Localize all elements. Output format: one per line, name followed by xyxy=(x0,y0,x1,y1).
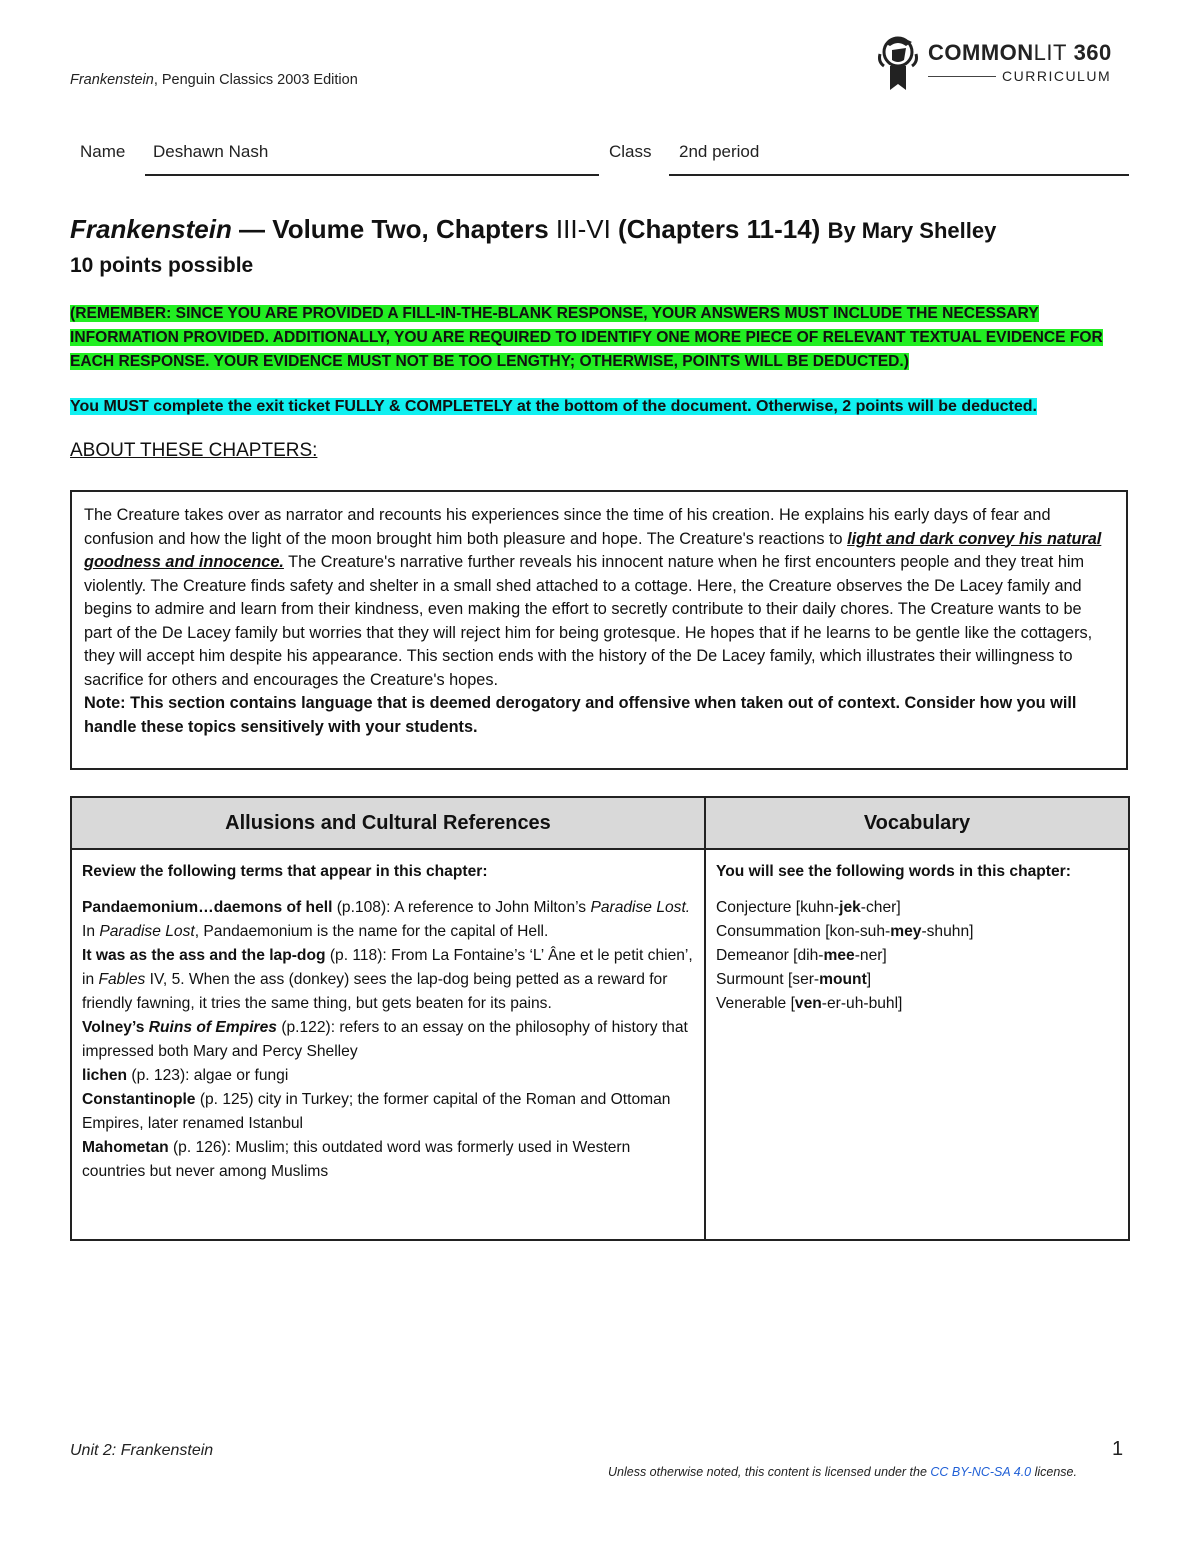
logo-curriculum: CURRICULUM xyxy=(1002,68,1112,84)
name-field[interactable]: Deshawn Nash xyxy=(153,142,269,161)
vocab-word: Consummation xyxy=(716,923,821,940)
source-title: Frankenstein xyxy=(70,72,154,88)
vocab-word: Demeanor xyxy=(716,947,789,964)
logo-wordmark xyxy=(928,40,1112,66)
vocab-stress: ven xyxy=(794,995,822,1012)
allusion-term: Volney’s xyxy=(82,1019,149,1036)
vocab-item xyxy=(716,968,1118,992)
vocab-stress: mee xyxy=(823,947,855,964)
allusion-italic: Fables xyxy=(98,971,146,988)
about-heading: ABOUT THESE CHAPTERS: xyxy=(70,440,318,461)
allusion-item xyxy=(82,944,694,1016)
allusions-cell xyxy=(72,850,704,1184)
vocab-pron: [kon-suh- xyxy=(820,923,891,940)
vocab-pron: -ner] xyxy=(854,947,887,964)
about-text-1: The Creature takes over as narrator and recounts his experiences since the time of his creation. He explains his early days of fear and confusion and how the light of the moon brought him both pleasure and hope. The Creature's reactions to xyxy=(84,506,1051,548)
vocabulary-intro: You will see the following words in this chapter: xyxy=(716,863,1071,880)
logo-lit: LIT xyxy=(1033,40,1067,65)
about-highlight: light and dark convey his natural goodness and innocence. xyxy=(84,529,1102,571)
allusion-text: (p.122): refers to an essay on the philosophy of history that impressed both Mary and Percy Shelley xyxy=(82,1019,688,1060)
logo-360: 360 xyxy=(1066,40,1112,65)
vocab-pron: -shuhn] xyxy=(921,923,974,940)
license-link[interactable]: CC BY-NC-SA 4.0 xyxy=(930,1465,1032,1479)
vocab-pron: [ser- xyxy=(783,971,820,988)
exit-ticket-text: You MUST complete the exit ticket FULLY & COMPLETELY at the bottom of the document. Otherwise, 2 points will be deducted. xyxy=(70,398,1037,415)
about-box xyxy=(70,490,1128,770)
allusion-text: , Pandaemonium is the name for the capital of Hell. xyxy=(194,923,549,940)
vocab-pron: [kuhn- xyxy=(791,899,840,916)
title-author: By Mary Shelley xyxy=(827,218,997,243)
about-note: Note: This section contains language that is deemed derogatory and offensive when taken out of context. Consider how you will handle these topics sensitively with your students. xyxy=(84,694,1077,736)
vocab-pron: [ xyxy=(786,995,795,1012)
reference-table xyxy=(70,796,1130,1241)
class-underline xyxy=(669,174,1129,176)
allusion-text: (p. 118): From La Fontaine’s ‘L’ Âne et le petit chien’, in xyxy=(82,947,693,988)
vocab-item xyxy=(716,920,1118,944)
name-underline xyxy=(145,174,599,176)
license-text-end: license. xyxy=(1031,1465,1077,1479)
vocab-stress: mey xyxy=(890,923,922,940)
reminder-note xyxy=(70,302,1130,374)
allusions-column xyxy=(72,798,706,1239)
vocab-stress: mount xyxy=(819,971,867,988)
logo-common: COMMON xyxy=(928,40,1034,65)
class-label: Class xyxy=(609,142,652,161)
source-rest: , Penguin Classics 2003 Edition xyxy=(153,72,358,88)
logo-rule xyxy=(928,76,996,77)
allusion-italic: Paradise Lost xyxy=(99,923,195,940)
vocab-item xyxy=(716,944,1118,968)
title-chapters: (Chapters 11-14) xyxy=(610,214,828,244)
allusions-header: Allusions and Cultural References xyxy=(72,798,704,850)
footer-unit: Unit 2: Frankenstein xyxy=(70,1442,214,1459)
commonlit-owl-icon xyxy=(876,34,922,92)
title-roman: III-VI xyxy=(555,214,611,244)
allusion-text: In xyxy=(82,923,100,940)
allusion-term: Constantinople xyxy=(82,1091,196,1108)
allusion-text: IV, 5. When the ass (donkey) sees the lap-dog being petted as a reward for friendly fawning, it tries the same thing, but gets beaten for its pains. xyxy=(82,971,668,1012)
allusions-intro: Review the following terms that appear in this chapter: xyxy=(82,863,488,880)
vocab-pron: -er-uh-buhl] xyxy=(821,995,903,1012)
allusion-term-italic: Ruins of Empires xyxy=(148,1019,277,1036)
vocabulary-column xyxy=(706,798,1128,1239)
reminder-text: (REMEMBER: SINCE YOU ARE PROVIDED A FILL-IN-THE-BLANK RESPONSE, YOUR ANSWERS MUST INCLUDE THE NECESSARY INFORMATION PROVIDED. ADDITIONALLY, YOU ARE REQUIRED TO IDENTIFY ONE MORE PIECE OF RELEVANT TEXTUAL EVIDENCE FOR EACH RESPONSE. YOUR EVIDENCE MUST NOT BE TOO LENGTHY; OTHERWISE, POINTS WILL BE DEDUCTED.) xyxy=(70,305,1103,370)
points-possible: 10 points possible xyxy=(70,254,254,277)
allusion-item xyxy=(82,1088,694,1136)
exit-ticket-note xyxy=(70,396,1037,418)
vocabulary-cell xyxy=(706,850,1128,1016)
allusion-item xyxy=(82,1064,694,1088)
title-book: Frankenstein xyxy=(70,214,232,244)
allusion-term: It was as the ass and the lap-dog xyxy=(82,947,326,964)
vocab-pron: -cher] xyxy=(860,899,901,916)
allusion-text: (p. 125) city in Turkey; the former capital of the Roman and Ottoman Empires, later renamed Istanbul xyxy=(82,1091,671,1132)
allusion-text: (p.108): A reference to John Milton’s xyxy=(332,899,591,916)
commonlit-logo xyxy=(876,34,1136,94)
vocab-item xyxy=(716,896,1118,920)
license-notice xyxy=(608,1465,1077,1479)
allusion-item xyxy=(82,1136,694,1184)
allusion-text: (p. 123): algae or fungi xyxy=(127,1067,289,1084)
assignment-title xyxy=(70,214,996,245)
allusion-term: Mahometan xyxy=(82,1139,169,1156)
allusion-item xyxy=(82,896,694,944)
page-number: 1 xyxy=(1112,1438,1124,1460)
vocab-word: Surmount xyxy=(716,971,784,988)
license-text: Unless otherwise noted, this content is licensed under the xyxy=(608,1465,931,1479)
allusion-item xyxy=(82,1016,694,1064)
allusion-term: Pandaemonium…daemons of hell xyxy=(82,899,333,916)
vocab-stress: jek xyxy=(839,899,861,916)
vocab-pron: ] xyxy=(866,971,872,988)
source-edition xyxy=(70,72,358,88)
name-label: Name xyxy=(80,142,126,161)
vocab-pron: [dih- xyxy=(788,947,824,964)
class-field[interactable]: 2nd period xyxy=(679,142,760,161)
vocab-word: Conjecture xyxy=(716,899,792,916)
allusion-term: lichen xyxy=(82,1067,128,1084)
vocabulary-header: Vocabulary xyxy=(706,798,1128,850)
about-text-2: The Creature's narrative further reveals his innocent nature when he first encounters people and they treat him violently. The Creature finds safety and shelter in a small shed attached to a cottage. Here, the Creature observes the De Lacey family and begins to admire and learn from their kindness, even making the effort to secretly contribute to their daily chores. The Creature wants to be part of the De Lacey family but worries that they will reject him for being grotesque. He hopes that if he learns to be gentle like the cottagers, they will accept him despite his appearance. This section ends with the history of the De Lacey family, which illustrates their willingness to sacrifice for others and encourages the Creature's hopes. xyxy=(84,553,1093,689)
allusion-text: (p. 126): Muslim; this outdated word was formerly used in Western countries but never among Muslims xyxy=(82,1139,631,1180)
title-volume: — Volume Two, Chapters xyxy=(231,214,556,244)
vocab-item xyxy=(716,992,1118,1016)
allusion-italic: Paradise Lost. xyxy=(590,899,691,916)
vocab-word: Venerable xyxy=(716,995,787,1012)
